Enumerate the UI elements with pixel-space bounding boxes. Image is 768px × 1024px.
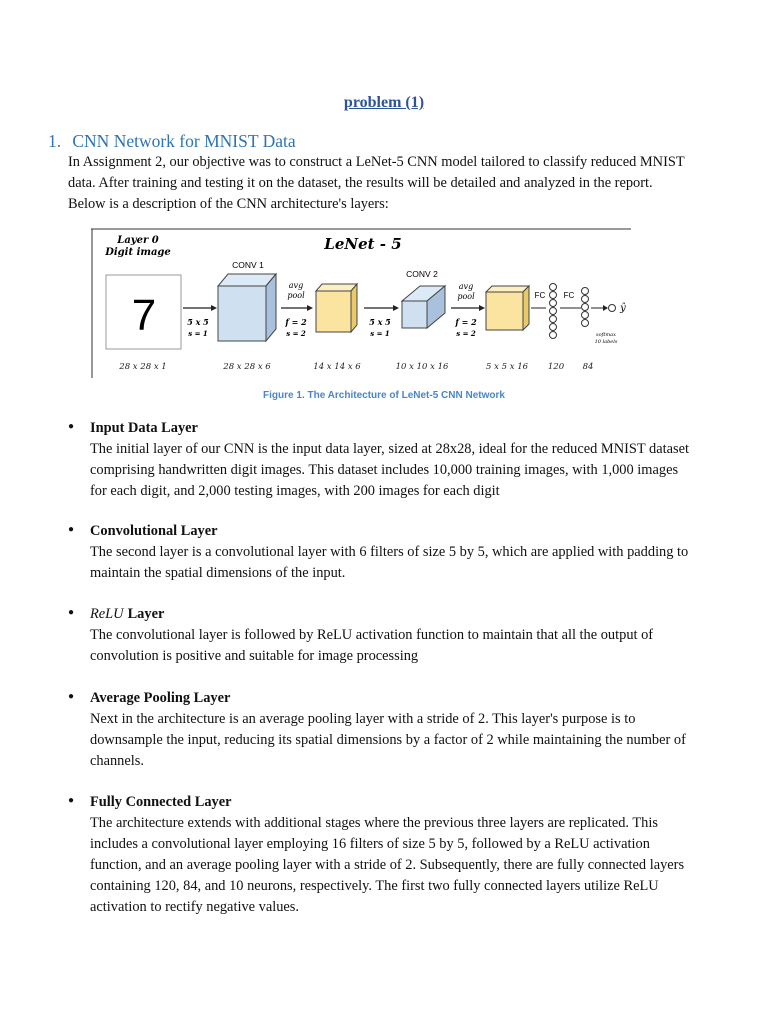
layer0-label-2: Digit image	[105, 247, 171, 258]
figure-caption: Figure 1. The Architecture of LeNet-5 CNN Network	[263, 390, 505, 401]
bullet-icon: ●	[68, 524, 75, 535]
conv1-label: CONV 1	[232, 260, 264, 270]
fc1-neurons	[550, 284, 557, 339]
stride-2: s = 1	[370, 329, 390, 338]
bullet-icon: ●	[68, 421, 75, 432]
pool-s-2: s = 2	[456, 329, 476, 338]
fc2-neuron	[582, 312, 589, 319]
pool1-side	[351, 284, 357, 332]
section-heading	[48, 131, 296, 152]
pool2-side	[523, 286, 529, 330]
fc2-neuron	[582, 288, 589, 295]
layer-title: Convolutional Layer	[90, 523, 218, 539]
avgpool1-a: avg	[288, 281, 304, 290]
arrow-2-head	[307, 305, 313, 311]
section-heading-text: CNN Network for MNIST Data	[72, 131, 296, 151]
fc1-neuron	[550, 284, 557, 291]
fc1-neuron	[550, 300, 557, 307]
dim-conv1: 28 x 28 x 6	[223, 362, 271, 372]
bullet-icon: ●	[68, 795, 75, 806]
fc1-neuron	[550, 292, 557, 299]
fc2-neurons	[582, 288, 589, 327]
avgpool2-a: avg	[458, 282, 474, 291]
layer-description: Next in the architecture is an average pooling layer with a stride of 2. This layer's purpose is to downsample the input, reducing its spatial dimensions by a factor of 2 while maintaining the number of channels.	[90, 711, 686, 769]
output-neuron	[609, 305, 616, 312]
pool-f-2: f = 2	[455, 317, 477, 327]
fc2-neuron	[582, 304, 589, 311]
layer-title: Fully Connected Layer	[90, 794, 232, 810]
bullet-icon: ●	[68, 691, 75, 702]
fc1-neuron	[550, 316, 557, 323]
layer-description: The second layer is a convolutional layer with 6 filters of size 5 by 5, which are applied with padding to maintain the spatial dimensions of the input.	[90, 544, 689, 581]
arrow-1-head	[211, 305, 217, 311]
pool1-top	[316, 284, 357, 291]
pool1-front	[316, 291, 351, 332]
layer-title: Input Data Layer	[90, 420, 198, 436]
layer-title: Average Pooling Layer	[90, 690, 231, 706]
layer-description: The architecture extends with additional stages where the previous three layers are replicated. This includes a convolutional layer employing 16 filters of size 5 by 5, followed by a ReLU activation function, and an average pooling layer with a stride of 2. Subsequently, there are fully connected layers containing 120, 84, and 10 neurons, respectively. The first two fully connected layers utilize ReLU activation to rectify negative values.	[90, 815, 685, 915]
layer-title: ReLU Layer	[90, 606, 165, 622]
section-number: 1.	[48, 131, 62, 151]
arrow-3-head	[393, 305, 399, 311]
pool-s-1: s = 2	[286, 329, 306, 338]
fc1-label: FC	[534, 291, 546, 300]
intro-paragraph: In Assignment 2, our objective was to construct a LeNet-5 CNN model tailored to classify reduced MNIST data. After training and testing it on the dataset, the results will be detailed and analyzed in the report. Below is a description of the CNN architecture's layers:	[68, 154, 685, 212]
dim-fc1: 120	[547, 362, 565, 372]
softmax-label-1: softmax	[596, 332, 616, 338]
layer-description: The convolutional layer is followed by ReLU activation function to maintain that all the output of convolution is positive and suitable for image processing	[90, 627, 654, 664]
relu-italic: ReLU	[90, 606, 124, 622]
pool2-front	[486, 292, 523, 330]
dim-conv2: 10 x 10 x 16	[395, 362, 449, 372]
layer0-label-1: Layer 0	[117, 235, 159, 246]
arrow-4-head	[479, 305, 485, 311]
fc2-neuron	[582, 320, 589, 327]
conv2-label: CONV 2	[406, 269, 438, 279]
bullet-icon: ●	[68, 607, 75, 618]
avgpool2-b: pool	[457, 292, 475, 301]
lenet5-diagram	[91, 228, 631, 378]
kernel-2: 5 x 5	[369, 317, 391, 327]
fc2-label: FC	[563, 291, 575, 300]
dim-pool2: 5 x 5 x 16	[485, 362, 529, 372]
softmax-label-2: 10 labels	[594, 339, 618, 345]
pool2-top	[486, 286, 529, 292]
conv1-front	[218, 286, 266, 341]
lenet5-figure	[91, 228, 631, 378]
diagram-title: LeNet - 5	[324, 235, 402, 253]
y-hat: ŷ	[620, 303, 626, 314]
problem-title: problem (1)	[343, 94, 425, 111]
fc1-neuron	[550, 308, 557, 315]
fc2-neuron	[582, 296, 589, 303]
dim-pool1: 14 x 14 x 6	[313, 362, 361, 372]
fc1-neuron	[550, 324, 557, 331]
stride-1: s = 1	[188, 329, 208, 338]
dim-fc2: 84	[582, 362, 594, 372]
avgpool1-b: pool	[287, 291, 305, 300]
digit-7: 7	[131, 291, 157, 340]
conv2-front	[402, 301, 427, 328]
fc-arrow-3-head	[603, 305, 608, 311]
pool-f-1: f = 2	[285, 317, 307, 327]
fc1-neuron	[550, 332, 557, 339]
dim-input: 28 x 28 x 1	[119, 362, 167, 372]
kernel-1: 5 x 5	[187, 317, 209, 327]
conv1-side	[266, 274, 276, 341]
layer-description: The initial layer of our CNN is the input data layer, sized at 28x28, ideal for the reduced MNIST dataset comprising handwritten digit images. This dataset includes 10,000 training images, with 1,000 images for each digit, and 2,000 testing images, with 200 images for each digit	[90, 441, 689, 499]
